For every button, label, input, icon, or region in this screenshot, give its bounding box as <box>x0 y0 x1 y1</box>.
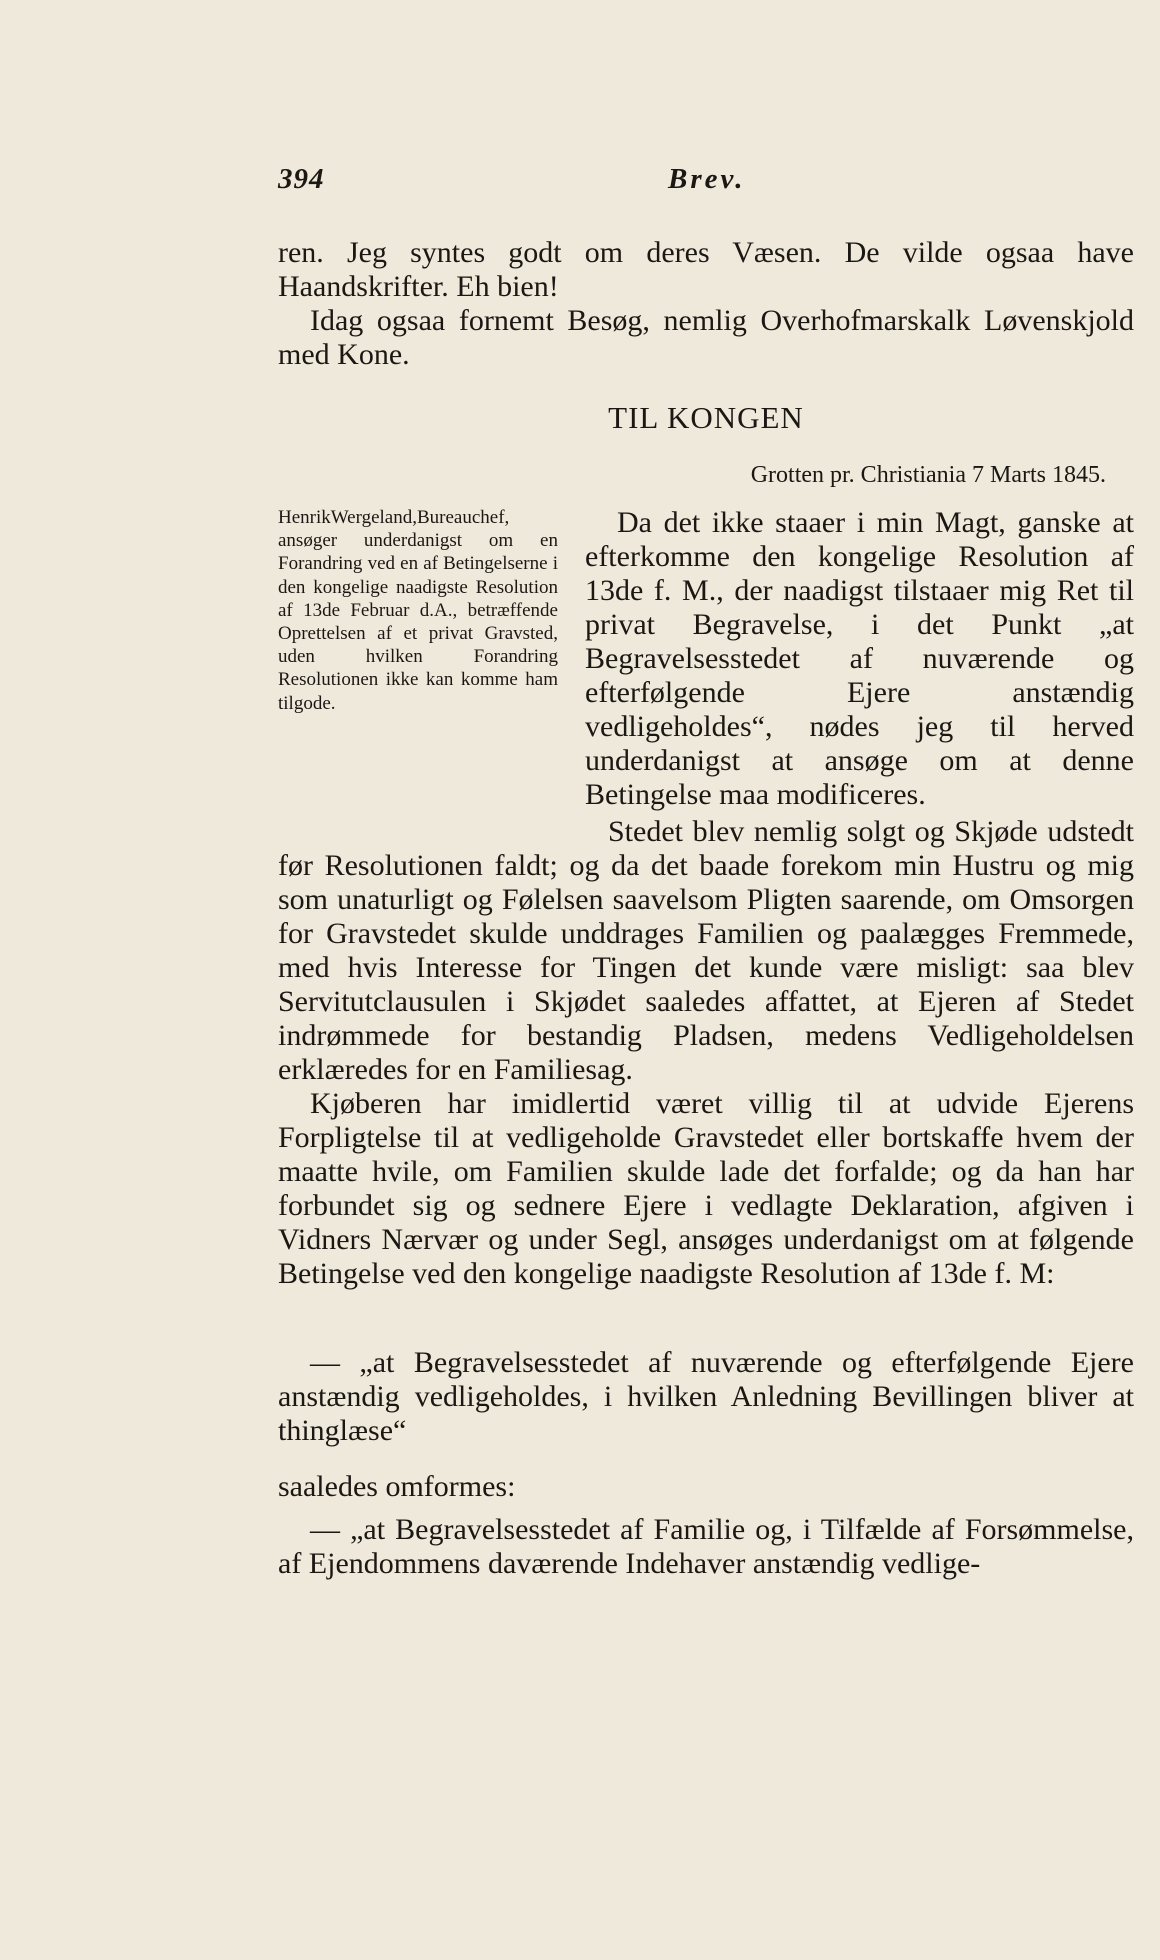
intro-paragraph-2: Idag ogsaa fornemt Besøg, nemlig Overhofmarskalk Løvenskjold med Kone. <box>278 304 1134 371</box>
letter-dateline: Grotten pr. Christiania 7 Marts 1845. <box>750 462 1106 488</box>
margin-note: HenrikWergeland,Bureauchef, ansøger underdanigst om en Forandring ved en af Betingelserne i den kongelige naadigste Resolution af 13de Februar d.A., betræffende Oprettelsen af et privat Gravsted, uden hvilken Forandring Resolutionen ikke kan komme ham tilgode. <box>278 507 558 714</box>
letter-opening <box>585 506 1134 812</box>
paragraph-stedet: Stedet blev nemlig solgt og Skjøde udstedt før Resolutionen faldt; og da det baade forekom min Hustru og mig som unaturligt og Følelsen saavelsom Pligten saarende, om Omsorgen for Gravstedet skulde unddrages Familien og paalægges Fremmede, med hvis Interesse for Tingen det kunde være misligt: saa blev Servitutclausulen i Skjødet saaledes affattet, at Ejeren af Stedet indrømmede for bestandig Pladsen, medens Vedligeholdelsen erklæredes for en Familiesag. <box>278 815 1134 1086</box>
intro-text <box>278 236 1134 372</box>
page-header <box>278 163 1134 203</box>
quote-new: — „at Begravelsesstedet af Familie og, i Tilfælde af Forsømmelse, af Ejendommens daværende Indehaver anstændig vedlige- <box>278 1513 1134 1580</box>
quote-original: — „at Begravelsesstedet af nuværende og efterfølgende Ejere anstændig vedligeholdes, i hvilken Anledning Bevillingen bliver at thinglæse“ <box>278 1346 1134 1447</box>
letter-title: TIL KONGEN <box>608 400 804 435</box>
paragraph-kjoberen: Kjøberen har imidlertid været villig til at udvide Ejerens Forpligtelse til at vedligeholde Gravstedet eller bortskaffe hvem der maatte hvile, om Familien skulde lade det forfalde; og da han har forbundet sig og sednere Ejere i vedlagte Deklaration, afgiven i Vidners Nærvær og under Segl, ansøges underdanigst om at følgende Betingelse ved den kongelige naadigste Resolution af 13de f. M: <box>278 1087 1134 1290</box>
opening-paragraph: Da det ikke staaer i min Magt, ganske at efterkomme den kongelige Resolution af 13de f. M., der naadigst tilstaaer mig Ret til privat Begravelse, i det Punkt „at Begravelsesstedet af nuværende og efterfølgende Ejere anstændig vedligeholdes“, nødes jeg til herved underdanigst at ansøge om at denne Betingelse maa modificeres. <box>585 506 1134 811</box>
running-title: Brev. <box>668 163 746 195</box>
intro-paragraph-1: ren. Jeg syntes godt om deres Væsen. De vilde ogsaa have Haandskrifter. Eh bien! <box>278 236 1134 303</box>
letter-body <box>278 815 1134 1291</box>
page-number: 394 <box>278 163 325 195</box>
saaledes-line: saaledes omformes: <box>278 1470 516 1503</box>
quoted-condition-new <box>278 1513 1134 1581</box>
quoted-condition-original <box>278 1346 1134 1448</box>
